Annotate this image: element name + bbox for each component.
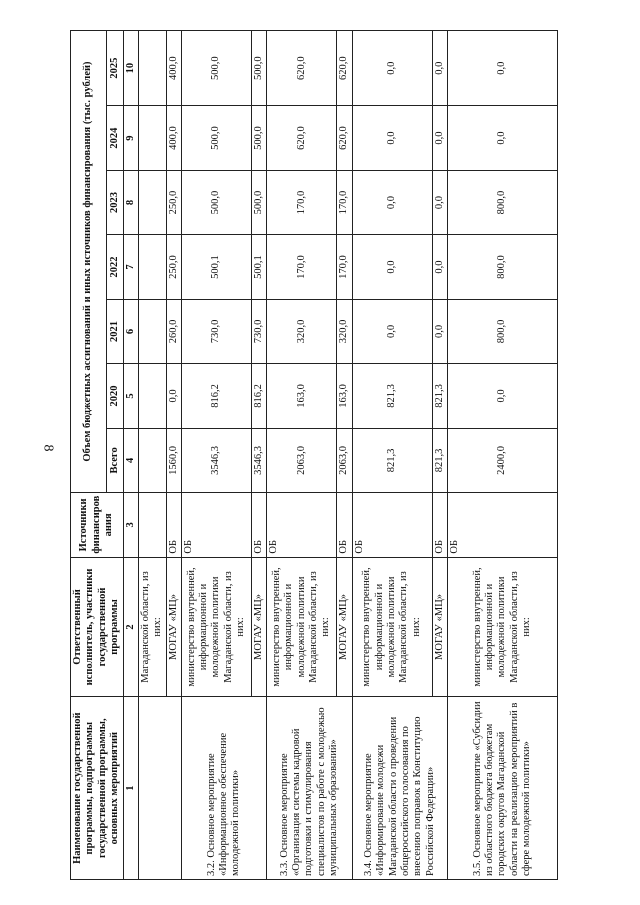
year-value-cell: 821,3: [432, 364, 447, 428]
executor-cell: МОГАУ «МЦ»: [252, 557, 267, 697]
executor-cell: министерство внутренней, информационной и молодежной политики Магаданской области, из них:: [448, 557, 558, 697]
year-value-cell: 500,1: [182, 235, 252, 299]
year-value-cell: 170,0: [267, 235, 337, 299]
year-value-cell: 0,0: [432, 299, 447, 363]
year-value-cell: 821,3: [352, 364, 432, 428]
source-cell: ОБ: [182, 493, 252, 557]
year-value-cell: 163,0: [267, 364, 337, 428]
year-value-cell: 0,0: [448, 364, 558, 428]
executor-cell: министерство внутренней, информационной и молодежной политики Магаданской области, из них:: [267, 557, 337, 697]
year-value-cell: 620,0: [267, 106, 337, 170]
source-cell: ОБ: [432, 493, 447, 557]
year-value-cell: 0,0: [432, 106, 447, 170]
total-cell: 1560,0: [166, 428, 181, 492]
source-cell: [138, 493, 166, 557]
col-number: 5: [123, 364, 138, 428]
year-value-cell: 0,0: [352, 299, 432, 363]
executor-cell: министерство внутренней, информационной и молодежной политики Магаданской области, из них:: [352, 557, 432, 697]
year-value-cell: 730,0: [252, 299, 267, 363]
col-number: 10: [123, 31, 138, 106]
source-cell: ОБ: [448, 493, 558, 557]
header-funding: Объем бюджетных ассигнований и иных источников финансирования (тыс. рублей): [71, 31, 107, 493]
table-row: [182, 31, 252, 880]
total-cell: 821,3: [352, 428, 432, 492]
total-cell: 2063,0: [267, 428, 337, 492]
year-value-cell: 0,0: [432, 235, 447, 299]
executor-cell: МОГАУ «МЦ»: [432, 557, 447, 697]
table-row: [448, 31, 558, 880]
col-number: 7: [123, 235, 138, 299]
source-cell: ОБ: [267, 493, 337, 557]
source-cell: ОБ: [352, 493, 432, 557]
rotated-table-container: [70, 30, 590, 880]
year-value-cell: 400,0: [166, 31, 181, 106]
year-value-cell: 0,0: [448, 106, 558, 170]
year-value-cell: 620,0: [267, 31, 337, 106]
measure-name-cell: 3.4. Основное мероприятие «Информирование молодежи Магаданской области о проведении общероссийского голосования по внесению поправок в Конституцию Российской Федерации»: [352, 697, 447, 880]
table-row: [352, 31, 432, 880]
measure-name-cell: [138, 697, 181, 880]
table-row: [267, 31, 337, 880]
year-value-cell: 0,0: [432, 31, 447, 106]
table-body: [138, 31, 557, 880]
header-year: 2020: [107, 364, 124, 428]
executor-cell: министерство внутренней, информационной и молодежной политики Магаданской области, из них:: [182, 557, 252, 697]
year-value-cell: 170,0: [267, 170, 337, 234]
col-number: 4: [123, 428, 138, 492]
page-number: 8: [40, 444, 56, 452]
measure-name-cell: 3.2. Основное мероприятие «Информационное обеспечение молодежной политики»: [182, 697, 267, 880]
year-value-cell: 816,2: [182, 364, 252, 428]
year-value-cell: [138, 170, 166, 234]
year-value-cell: 170,0: [337, 170, 352, 234]
year-value-cell: 500,0: [252, 31, 267, 106]
source-cell: ОБ: [337, 493, 352, 557]
source-cell: ОБ: [252, 493, 267, 557]
year-value-cell: 0,0: [352, 31, 432, 106]
year-value-cell: 500,0: [252, 170, 267, 234]
header-total: Всего: [107, 428, 124, 492]
header-year: 2022: [107, 235, 124, 299]
total-cell: 2063,0: [337, 428, 352, 492]
measure-name-cell: 3.5. Основное мероприятие «Субсидии из областного бюджета бюджетам городских округов Магаданской области на реализацию мероприятий в сфере молодежной политики»: [448, 697, 558, 880]
source-cell: ОБ: [166, 493, 181, 557]
year-value-cell: [138, 235, 166, 299]
col-number: 8: [123, 170, 138, 234]
col-number: 1: [123, 697, 138, 880]
total-cell: 2400,0: [448, 428, 558, 492]
executor-cell: МОГАУ «МЦ»: [337, 557, 352, 697]
year-value-cell: 500,1: [252, 235, 267, 299]
year-value-cell: 500,0: [182, 106, 252, 170]
year-value-cell: 0,0: [352, 235, 432, 299]
year-value-cell: 320,0: [337, 299, 352, 363]
column-number-row: [123, 31, 138, 880]
year-value-cell: [138, 31, 166, 106]
year-value-cell: 0,0: [448, 31, 558, 106]
financing-table: [70, 30, 558, 880]
total-cell: 3546,3: [252, 428, 267, 492]
total-cell: [138, 428, 166, 492]
year-value-cell: 0,0: [166, 364, 181, 428]
year-value-cell: 620,0: [337, 31, 352, 106]
header-year: 2025: [107, 31, 124, 106]
year-value-cell: [138, 364, 166, 428]
year-value-cell: 500,0: [252, 106, 267, 170]
year-value-cell: 730,0: [182, 299, 252, 363]
year-value-cell: 800,0: [448, 299, 558, 363]
header-name: Наименование государственной программы, подпрограммы государственной программы, основных мероприятий: [71, 697, 124, 880]
year-value-cell: 0,0: [352, 106, 432, 170]
executor-cell: Магаданской области, из них:: [138, 557, 166, 697]
executor-cell: МОГАУ «МЦ»: [166, 557, 181, 697]
year-value-cell: [138, 299, 166, 363]
year-value-cell: 0,0: [352, 170, 432, 234]
measure-name-cell: 3.3. Основное мероприятие «Организация системы кадровой подготовки и стимулирования специалистов по работе с молодежью муниципальных образований»: [267, 697, 352, 880]
header-source: Источники финансиров ания: [71, 493, 124, 557]
year-value-cell: 320,0: [267, 299, 337, 363]
col-number: 6: [123, 299, 138, 363]
year-value-cell: 250,0: [166, 170, 181, 234]
year-value-cell: 816,2: [252, 364, 267, 428]
header-executor: Ответственный исполнитель, участники государственной программы: [71, 557, 124, 697]
year-value-cell: 250,0: [166, 235, 181, 299]
col-number: 3: [123, 493, 138, 557]
year-value-cell: [138, 106, 166, 170]
year-value-cell: 163,0: [337, 364, 352, 428]
year-value-cell: 500,0: [182, 170, 252, 234]
header-year: 2021: [107, 299, 124, 363]
year-value-cell: 170,0: [337, 235, 352, 299]
year-value-cell: 500,0: [182, 31, 252, 106]
header-year: 2024: [107, 106, 124, 170]
year-value-cell: 800,0: [448, 235, 558, 299]
year-value-cell: 620,0: [337, 106, 352, 170]
total-cell: 3546,3: [182, 428, 252, 492]
header-year: 2023: [107, 170, 124, 234]
year-value-cell: 800,0: [448, 170, 558, 234]
col-number: 2: [123, 557, 138, 697]
year-value-cell: 400,0: [166, 106, 181, 170]
col-number: 9: [123, 106, 138, 170]
table-row: [138, 31, 166, 880]
year-value-cell: 260,0: [166, 299, 181, 363]
total-cell: 821,3: [432, 428, 447, 492]
year-value-cell: 0,0: [432, 170, 447, 234]
